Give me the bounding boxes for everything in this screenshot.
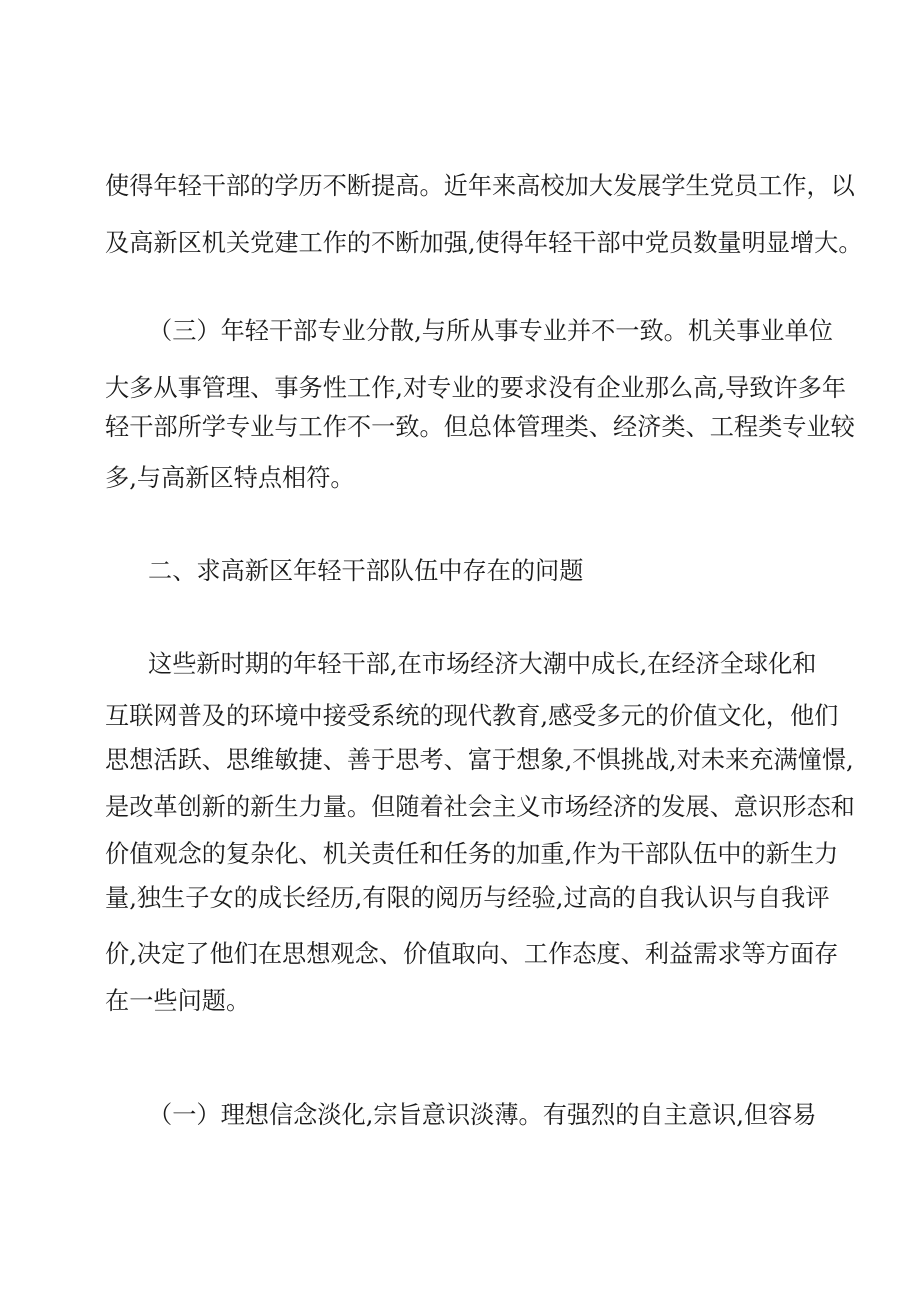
- paragraph-3-line-5: 价值观念的复杂化、机关责任和任务的加重,作为干部队伍中的新生力: [105, 840, 839, 868]
- paragraph-3-line-6: 量,独生子女的成长经历,有限的阅历与经验,过高的自我认识与自我评: [105, 884, 830, 912]
- paragraph-1-line-2: 及高新区机关党建工作的不断加强,使得年轻干部中党员数量明显增大。: [105, 229, 863, 257]
- paragraph-2-line-3: 轻干部所学专业与工作不一致。但总体管理类、经济类、工程类专业较: [105, 413, 855, 441]
- paragraph-3-line-7: 价,决定了他们在思想观念、价值取向、工作态度、利益需求等方面存: [105, 940, 839, 968]
- paragraph-3-line-8: 在一些问题。: [105, 987, 251, 1015]
- paragraph-3-line-2: 互联网普及的环境中接受系统的现代教育,感受多元的价值文化，他们: [105, 702, 839, 730]
- paragraph-3-line-1: 这些新时期的年轻干部,在市场经济大潮中成长,在经济全球化和: [148, 650, 817, 678]
- paragraph-2-line-4: 多,与高新区特点相符。: [105, 464, 355, 492]
- section-heading-2: 二、求高新区年轻干部队伍中存在的问题: [148, 557, 584, 585]
- paragraph-4-line-1: （一）理想信念淡化,宗旨意识淡薄。有强烈的自主意识,但容易: [148, 1101, 817, 1129]
- paragraph-3-line-4: 是改革创新的新生力量。但随着社会主义市场经济的发展、意识形态和: [105, 793, 855, 821]
- paragraph-1-line-1: 使得年轻干部的学历不断提高。近年来高校加大发展学生党员工作，以: [105, 172, 855, 200]
- paragraph-2-line-2: 大多从事管理、事务性工作,对专业的要求没有企业那么高,导致许多年: [105, 374, 847, 402]
- paragraph-2-line-1: （三）年轻干部专业分散,与所从事专业并不一致。机关事业单位: [148, 317, 833, 345]
- paragraph-3-line-3: 思想活跃、思维敏捷、善于思考、富于想象,不惧挑战,对未来充满憧憬,: [105, 746, 854, 774]
